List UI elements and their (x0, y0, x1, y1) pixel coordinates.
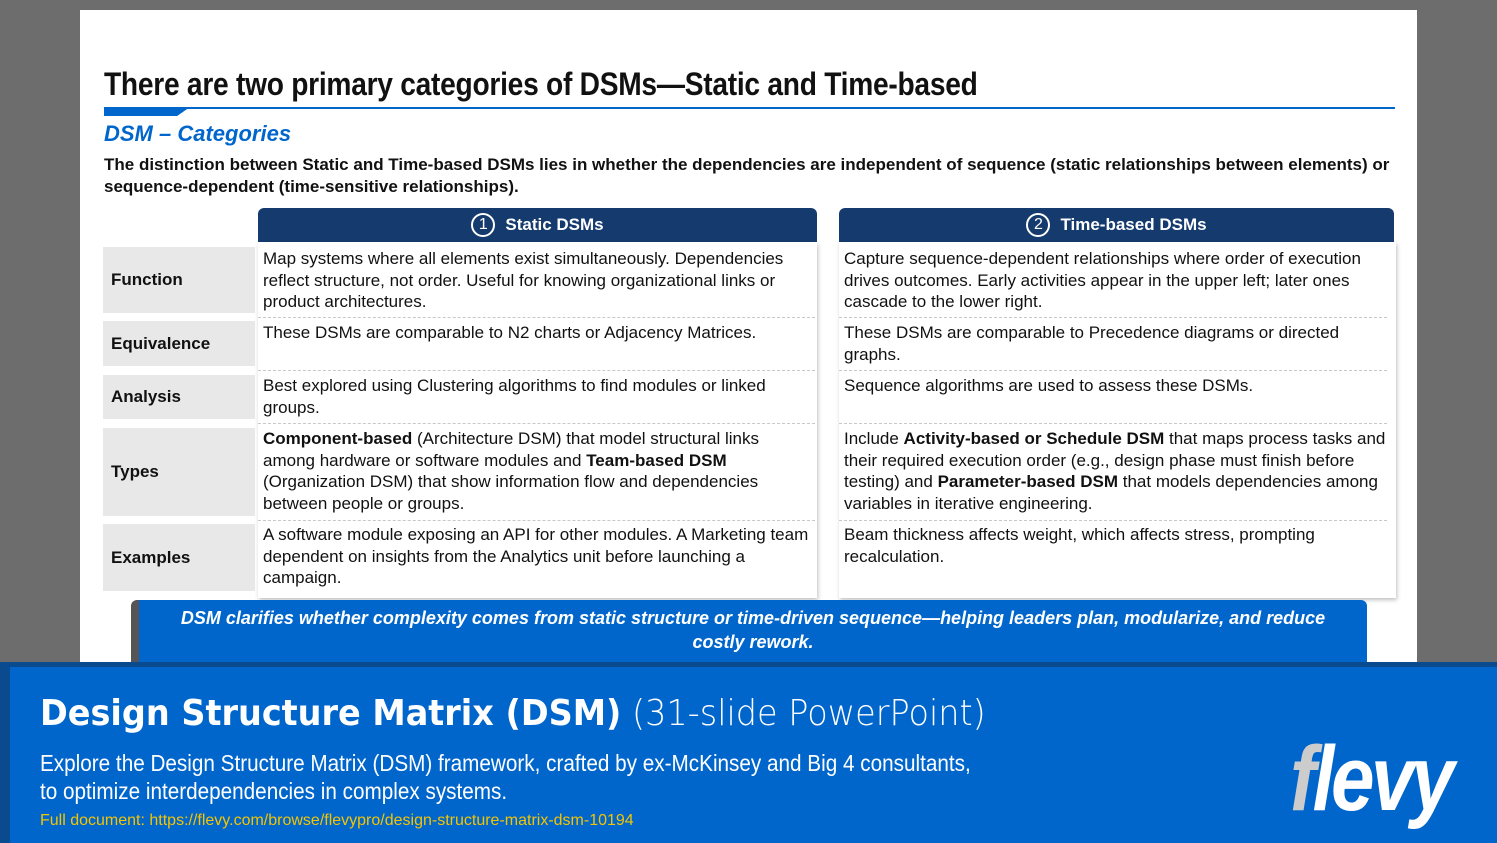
title-rule (104, 107, 1395, 109)
callout-box: DSM clarifies whether complexity comes from static structure or time-driven sequence—helping leaders plan, modularize, and reduce costly rework. (131, 600, 1367, 662)
static-dsms-header (258, 208, 817, 242)
banner-description: Explore the Design Structure Matrix (DSM) framework, crafted by ex-McKinsey and Big 4 consultants, to optimize interdependencies in complex systems. (40, 750, 971, 804)
row-label-examples: Examples (103, 524, 255, 591)
banner-title-light: (31-slide PowerPoint) (621, 693, 986, 734)
number-1-icon: 1 (471, 213, 495, 237)
time-types (839, 428, 1387, 521)
row-label-types: Types (103, 428, 255, 516)
slide (80, 10, 1417, 710)
static-function: Map systems where all elements exist simultaneously. Dependencies reflect structure, not order. Useful for knowing organizational links or product architectures. (258, 248, 815, 318)
static-types (258, 428, 815, 521)
slide-title: There are two primary categories of DSMs—Static and Time-based (104, 66, 978, 102)
type-desc: that maps process tasks and their required execution order (e.g., design phase must finish before testing) and (844, 429, 1386, 491)
time-based-dsms-label: Time-based DSMs (1060, 215, 1207, 234)
static-dsms-label: Static DSMs (505, 215, 604, 234)
type-desc: Include (844, 429, 904, 448)
type-desc: that models dependencies among variables in iterative engineering. (844, 472, 1378, 513)
static-examples: A software module exposing an API for other modules. A Marketing team dependent on insights from the Analytics unit before launching a campaign. (263, 525, 809, 587)
static-equivalence: These DSMs are comparable to N2 charts or Adjacency Matrices. (258, 322, 815, 371)
row-label-function: Function (103, 247, 255, 313)
type-name: Component-based (263, 429, 413, 448)
intro-text: The distinction between Static and Time-based DSMs lies in whether the dependencies are independent of sequence (static relationships between elements) or sequence-dependent (time-sensitive relationships). (104, 155, 1390, 196)
row-label-equivalence: Equivalence (103, 321, 255, 366)
time-equivalence: These DSMs are comparable to Precedence diagrams or directed graphs. (839, 322, 1387, 371)
type-name: Parameter-based DSM (937, 472, 1119, 491)
time-function: Capture sequence-dependent relationships where order of execution drives outcomes. Early activities appear in the upper left; later ones cascade to the lower right. (839, 248, 1387, 318)
slide-subtitle: DSM – Categories (104, 121, 292, 146)
type-desc: (Architecture DSM) that model structural links among hardware or software modules and (263, 429, 759, 470)
document-link[interactable]: Full document: https://flevy.com/browse/flevypro/design-structure-matrix-dsm-10194 (40, 812, 634, 829)
row-label-analysis: Analysis (103, 375, 255, 419)
type-desc: (Organization DSM) that show information flow and dependencies between people or groups. (263, 472, 759, 513)
banner-title-bold: Design Structure Matrix (DSM) (40, 693, 622, 734)
flevy-logo: flevy (1290, 728, 1452, 830)
title-rule-accent (104, 107, 190, 116)
time-based-dsms-header (839, 208, 1394, 242)
promo-banner (0, 662, 1497, 843)
time-analysis: Sequence algorithms are used to assess these DSMs. (839, 375, 1387, 424)
static-analysis: Best explored using Clustering algorithms to find modules or linked groups. (258, 375, 815, 424)
time-examples: Beam thickness affects weight, which affects stress, prompting recalculation. (844, 525, 1315, 566)
type-name: Team-based DSM (586, 450, 727, 470)
banner-title (40, 693, 986, 734)
number-2-icon: 2 (1026, 213, 1050, 237)
type-name: Activity-based or Schedule DSM (903, 429, 1165, 448)
